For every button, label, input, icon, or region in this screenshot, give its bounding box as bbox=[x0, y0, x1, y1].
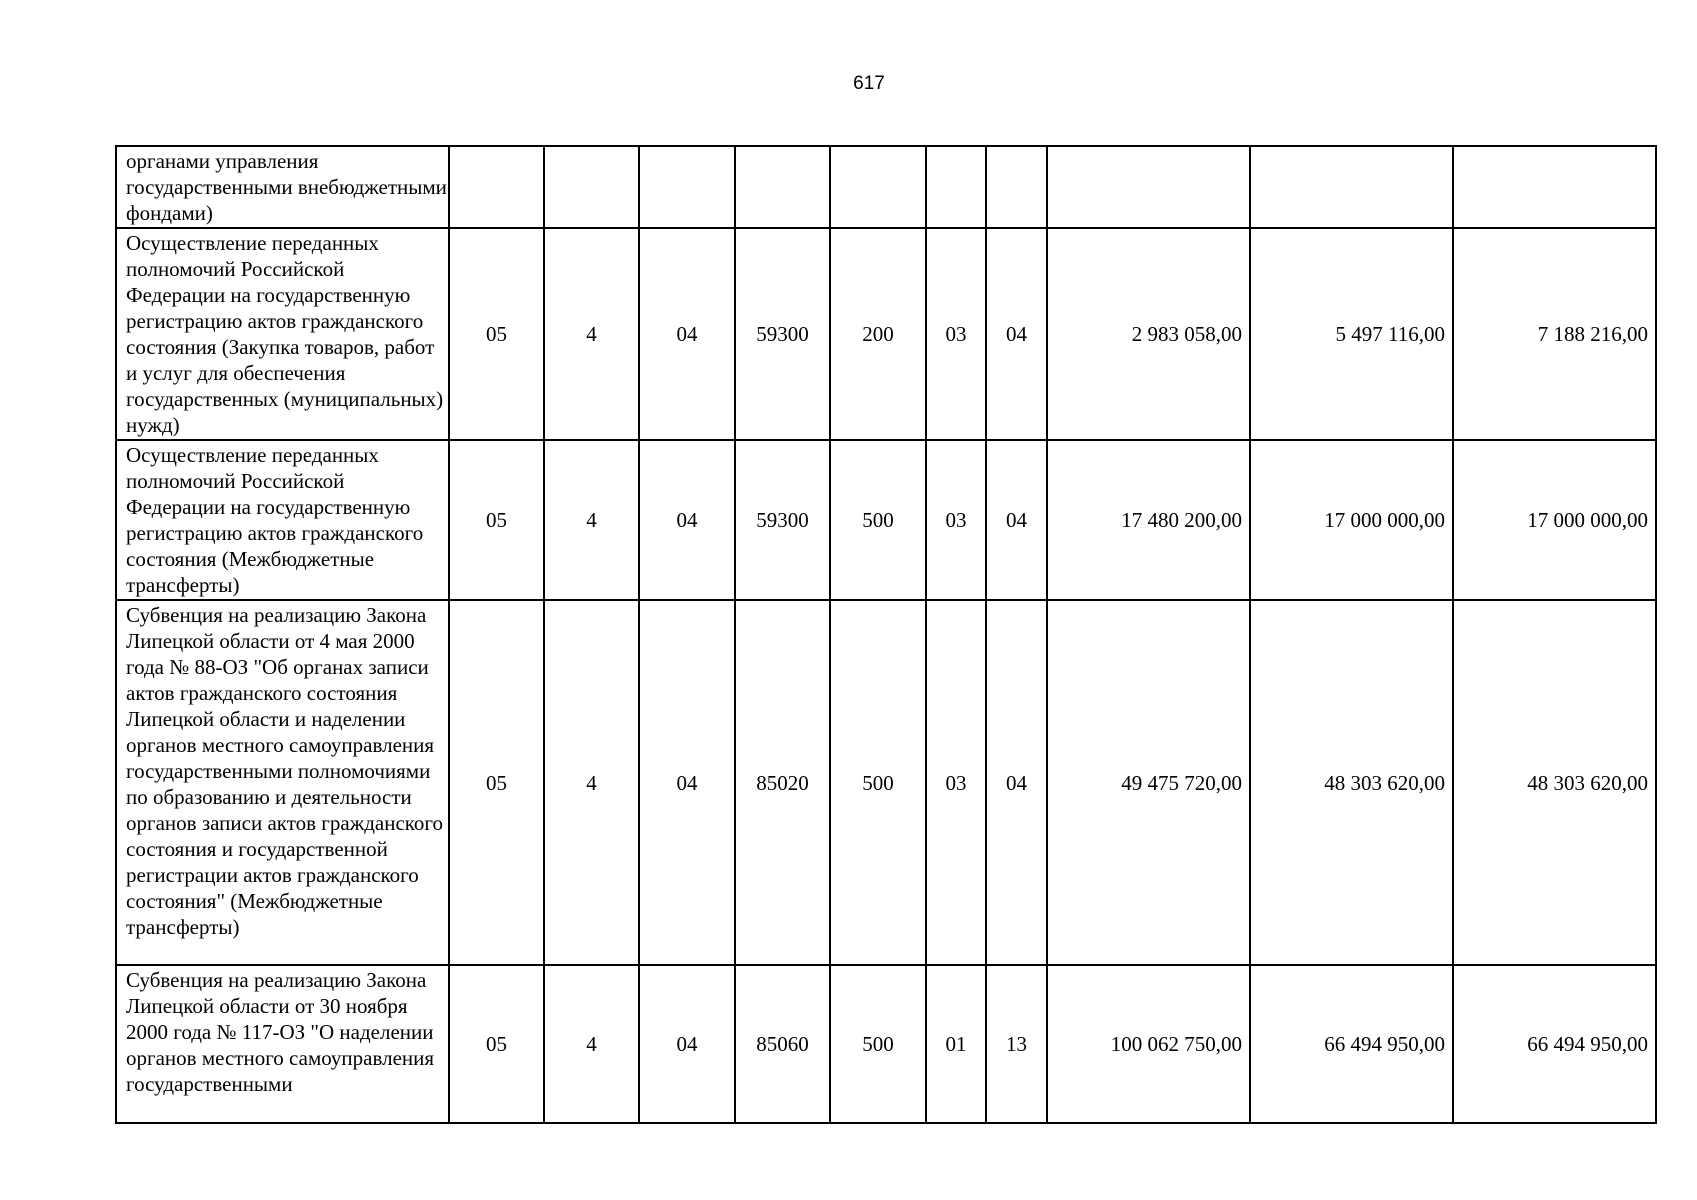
code-cell: 05 bbox=[449, 600, 544, 965]
amount-cell: 5 497 116,00 bbox=[1250, 228, 1453, 440]
code-cell: 59300 bbox=[735, 228, 830, 440]
code-cell: 85020 bbox=[735, 600, 830, 965]
code-cell: 500 bbox=[830, 600, 926, 965]
code-cell: 04 bbox=[639, 228, 735, 440]
code-cell: 500 bbox=[830, 965, 926, 1123]
code-cell: 05 bbox=[449, 965, 544, 1123]
code-cell: 04 bbox=[639, 440, 735, 600]
code-cell: 05 bbox=[449, 228, 544, 440]
code-cell: 4 bbox=[544, 440, 639, 600]
amount-cell: 48 303 620,00 bbox=[1453, 600, 1656, 965]
code-cell: 04 bbox=[986, 440, 1047, 600]
table-row bbox=[116, 228, 1656, 440]
table-row bbox=[116, 146, 1656, 228]
code-cell: 04 bbox=[986, 600, 1047, 965]
amount-cell: 48 303 620,00 bbox=[1250, 600, 1453, 965]
page-number: 617 bbox=[853, 73, 885, 94]
code-cell: 03 bbox=[926, 228, 986, 440]
code-cell bbox=[735, 146, 830, 228]
amount-cell: 100 062 750,00 bbox=[1047, 965, 1250, 1123]
code-cell: 05 bbox=[449, 440, 544, 600]
row-description: Субвенция на реализацию Закона Липецкой области от 30 ноября 2000 года № 117-ОЗ "О наделении органов местного самоуправления государственными bbox=[116, 965, 449, 1123]
row-description: Осуществление переданных полномочий Российской Федерации на государственную регистрацию актов гражданского состояния (Закупка товаров, работ и услуг для обеспечения государственных (муниципальных) нужд) bbox=[116, 228, 449, 440]
code-cell bbox=[449, 146, 544, 228]
code-cell: 04 bbox=[639, 965, 735, 1123]
amount-cell bbox=[1453, 146, 1656, 228]
code-cell bbox=[544, 146, 639, 228]
code-cell: 4 bbox=[544, 965, 639, 1123]
budget-table bbox=[115, 145, 1657, 1124]
amount-cell: 66 494 950,00 bbox=[1453, 965, 1656, 1123]
code-cell: 01 bbox=[926, 965, 986, 1123]
row-description: Субвенция на реализацию Закона Липецкой области от 4 мая 2000 года № 88-ОЗ "Об органах записи актов гражданского состояния Липецкой области и наделении органов местного самоуправления государственными полномочиями по образованию и деятельности органов записи актов гражданского состояния и государственной регистрации актов гражданского состояния" (Межбюджетные трансферты) bbox=[116, 600, 449, 965]
amount-cell bbox=[1250, 146, 1453, 228]
amount-cell: 17 480 200,00 bbox=[1047, 440, 1250, 600]
table-row bbox=[116, 965, 1656, 1123]
table-row bbox=[116, 600, 1656, 965]
code-cell: 03 bbox=[926, 600, 986, 965]
code-cell bbox=[639, 146, 735, 228]
table-row bbox=[116, 440, 1656, 600]
code-cell bbox=[926, 146, 986, 228]
code-cell: 85060 bbox=[735, 965, 830, 1123]
code-cell bbox=[830, 146, 926, 228]
code-cell: 4 bbox=[544, 228, 639, 440]
code-cell: 4 bbox=[544, 600, 639, 965]
row-description: органами управления государственными внебюджетными фондами) bbox=[116, 146, 449, 228]
amount-cell bbox=[1047, 146, 1250, 228]
code-cell: 03 bbox=[926, 440, 986, 600]
row-description: Осуществление переданных полномочий Российской Федерации на государственную регистрацию актов гражданского состояния (Межбюджетные трансферты) bbox=[116, 440, 449, 600]
code-cell: 04 bbox=[986, 228, 1047, 440]
amount-cell: 2 983 058,00 bbox=[1047, 228, 1250, 440]
amount-cell: 7 188 216,00 bbox=[1453, 228, 1656, 440]
amount-cell: 17 000 000,00 bbox=[1250, 440, 1453, 600]
code-cell: 500 bbox=[830, 440, 926, 600]
amount-cell: 17 000 000,00 bbox=[1453, 440, 1656, 600]
code-cell: 200 bbox=[830, 228, 926, 440]
code-cell: 04 bbox=[639, 600, 735, 965]
code-cell: 13 bbox=[986, 965, 1047, 1123]
amount-cell: 49 475 720,00 bbox=[1047, 600, 1250, 965]
code-cell bbox=[986, 146, 1047, 228]
amount-cell: 66 494 950,00 bbox=[1250, 965, 1453, 1123]
code-cell: 59300 bbox=[735, 440, 830, 600]
